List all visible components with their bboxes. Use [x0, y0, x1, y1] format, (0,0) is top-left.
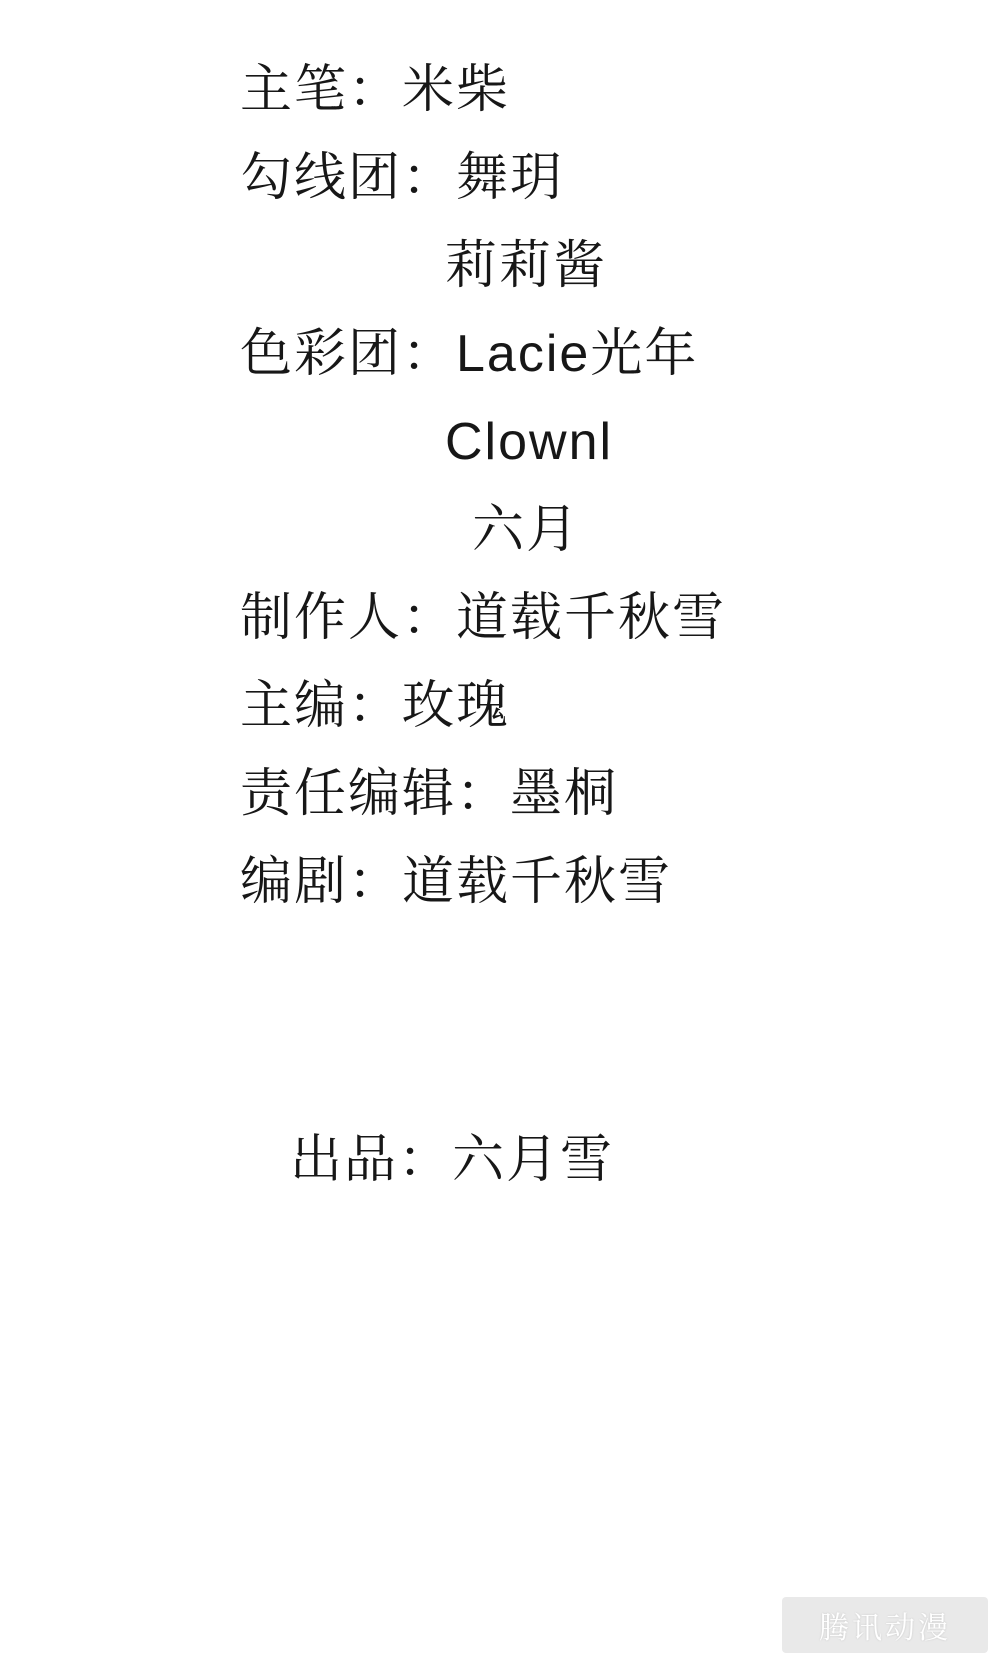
credit-value: 舞玥: [456, 149, 565, 207]
credit-label: 制作人：: [240, 589, 457, 647]
credit-row: [0, 574, 1000, 662]
credit-row: [0, 486, 1000, 574]
credit-row: [0, 398, 1000, 486]
credit-row: [0, 662, 1000, 750]
credit-row: [0, 222, 1000, 310]
credit-value: 米柴: [402, 61, 511, 119]
credit-value: 墨桐: [510, 765, 619, 823]
credit-label: 色彩团：: [240, 325, 457, 383]
credit-label: 勾线团：: [240, 149, 457, 207]
watermark-logo: 腾讯动漫: [782, 1597, 988, 1653]
producer-line: 出品：六月雪: [290, 1131, 615, 1189]
credit-row: [0, 46, 1000, 134]
credit-value: 玫瑰: [402, 677, 511, 735]
credit-row: [0, 750, 1000, 838]
credit-value: Lacie光年: [456, 325, 699, 383]
credit-value: 道载千秋雪: [456, 589, 727, 647]
credit-row: [0, 134, 1000, 222]
credit-row: [0, 838, 1000, 926]
credit-row: [0, 310, 1000, 398]
credit-value: 道载千秋雪: [402, 853, 673, 911]
credit-value: 莉莉酱: [445, 237, 608, 295]
credit-value: 六月: [472, 501, 581, 559]
credit-label: 主笔：: [240, 61, 403, 119]
credit-label: 责任编辑：: [240, 765, 511, 823]
credit-label: 编剧：: [240, 853, 403, 911]
credit-value: Clownl: [445, 413, 614, 471]
credit-label: 主编：: [240, 677, 403, 735]
